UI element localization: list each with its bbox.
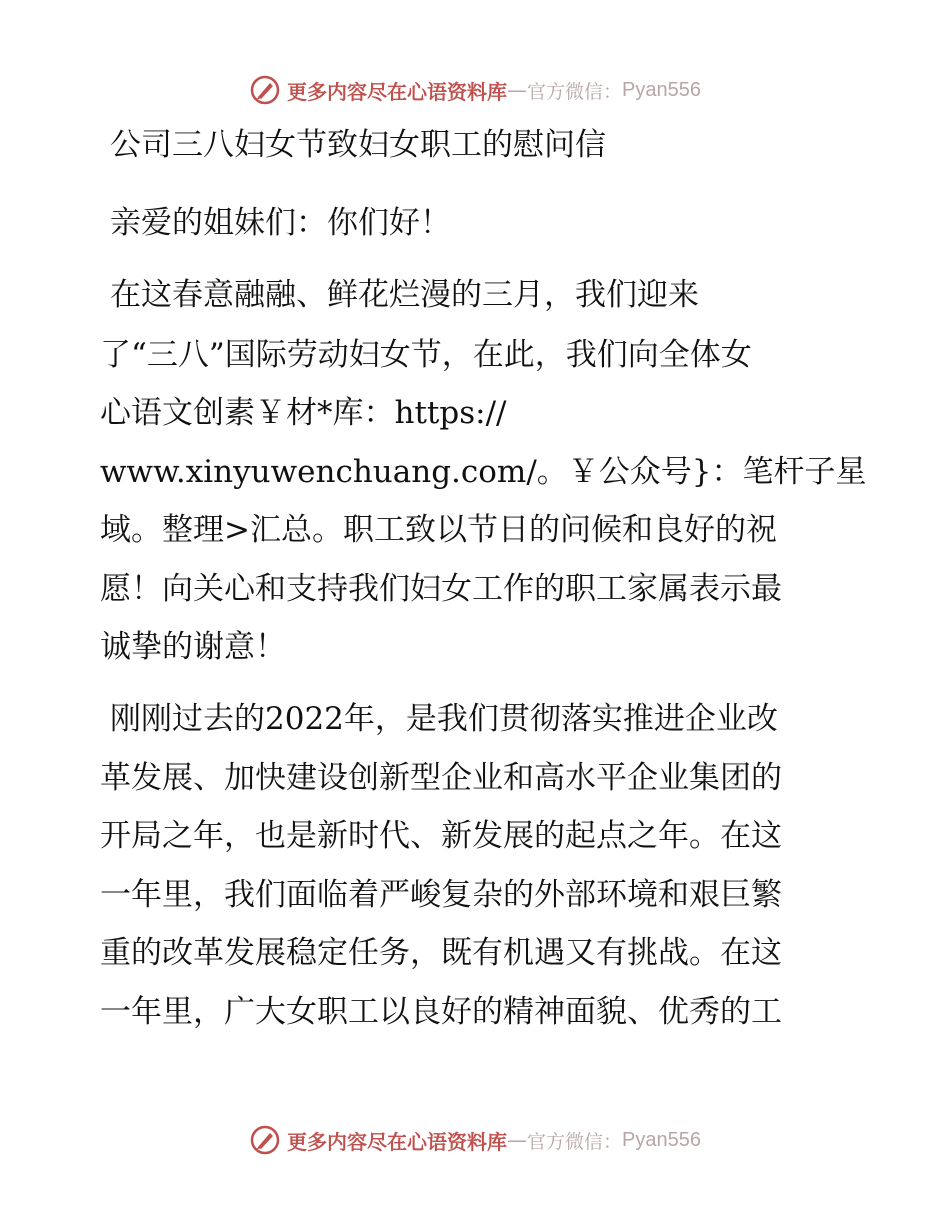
quill-pen-circle-icon (249, 74, 281, 106)
paragraph-1-line: 了“三八”国际劳动妇女节，在此，我们向全体女 (100, 337, 752, 373)
banner-wechat-label: 官方微信： (527, 1130, 623, 1153)
paragraph-1-line: 心语文创素￥材*库：https:// (100, 395, 507, 431)
document-title: 公司三八妇女节致妇女职工的慰问信 (110, 127, 606, 163)
paragraph-2-line: 一年里，我们面临着严峻复杂的外部环境和艰巨繁 (100, 877, 782, 913)
banner-title: 更多内容尽在心语资料库 (287, 1129, 507, 1154)
paragraph-2-line: 革发展、加快建设创新型企业和高水平企业集团的 (100, 760, 782, 796)
paragraph-1-line: www.xinyuwenchuang.com/。￥公众号}：笔杆子星 (100, 454, 867, 490)
paragraph-1-line: 域。整理>汇总。职工致以节日的问候和良好的祝 (100, 512, 777, 548)
paragraph-1-line: 愿！向关心和支持我们妇女工作的职工家属表示最 (100, 571, 782, 607)
paragraph-2-line: 重的改革发展稳定任务，既有机遇又有挑战。在这 (100, 935, 782, 971)
paragraph-2-line: 一年里，广大女职工以良好的精神面貌、优秀的工 (100, 994, 782, 1030)
banner-title: 更多内容尽在心语资料库 (287, 79, 507, 104)
quill-pen-circle-icon (249, 1124, 281, 1156)
banner-wechat-label: 官方微信： (527, 80, 623, 103)
paragraph-1-line: 诚挚的谢意！ (100, 629, 286, 665)
banner-separator: — (507, 1128, 527, 1152)
paragraph-1-line: 在这春意融融、鲜花烂漫的三月，我们迎来 (110, 277, 699, 313)
banner-separator: — (507, 78, 527, 102)
paragraph-2-line: 刚刚过去的2022年，是我们贯彻落实推进企业改 (110, 701, 778, 737)
paragraph-2-line: 开局之年，也是新时代、新发展的起点之年。在这 (100, 818, 782, 854)
banner-wechat-id: Pyan556 (622, 1128, 701, 1151)
footer-banner (0, 1120, 950, 1160)
banner-wechat-id: Pyan556 (622, 78, 701, 101)
salutation: 亲爱的姐妹们：你们好！ (110, 205, 451, 241)
header-banner (0, 70, 950, 110)
